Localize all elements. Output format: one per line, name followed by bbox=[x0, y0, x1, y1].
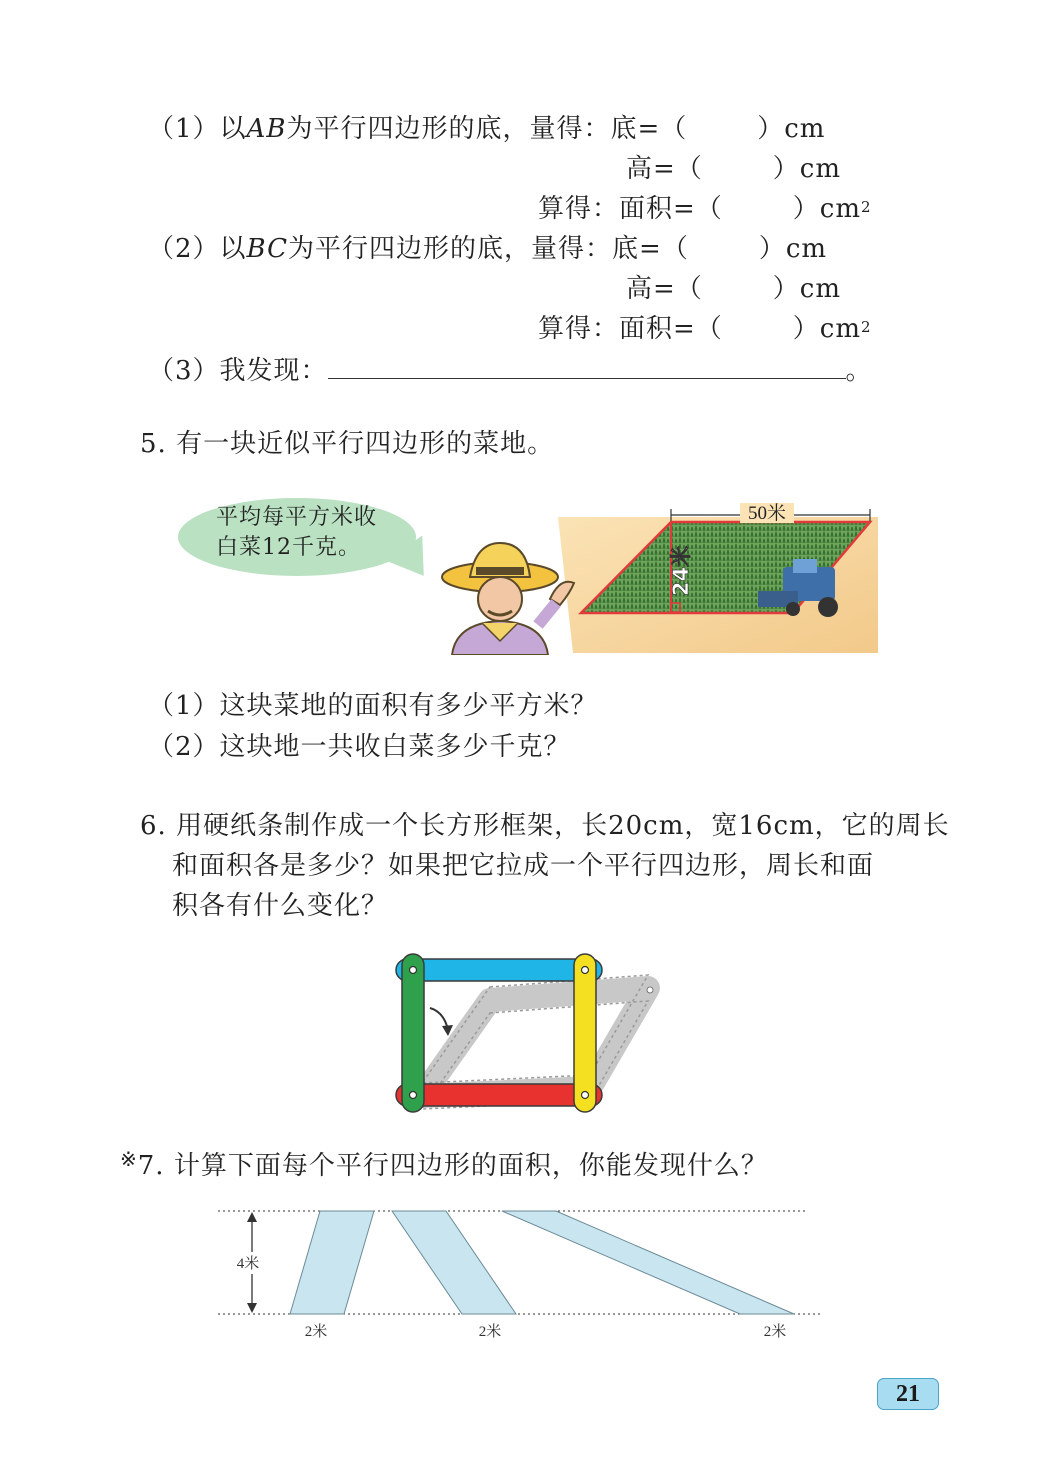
q4-part1-line bbox=[148, 113, 825, 145]
farmer-icon bbox=[442, 543, 574, 655]
q4-part3-end: 。 bbox=[845, 356, 873, 386]
q4-part2-height-label: 高=（ bbox=[626, 274, 703, 304]
width-label: 50米 bbox=[747, 503, 787, 524]
parallelograms-figure bbox=[210, 1200, 830, 1350]
q4-part2-rest: 为平行四边形的底，量得： bbox=[288, 234, 613, 264]
answer-blank-line[interactable] bbox=[328, 356, 846, 379]
q4-part1-base-label: 底=（ bbox=[610, 114, 688, 144]
parallelogram-1 bbox=[290, 1211, 374, 1314]
base-label-3: 2米 bbox=[763, 1324, 787, 1340]
bubble-line-1: 平均每平方米收 bbox=[216, 505, 378, 530]
q5-sub2: （2）这块地一共收白菜多少千克？ bbox=[148, 732, 571, 762]
q5-sub1: （1）这块菜地的面积有多少平方米？ bbox=[148, 691, 598, 721]
q4-part2-base-label: 底=（ bbox=[612, 234, 689, 264]
parallelogram-2 bbox=[392, 1211, 516, 1314]
vegetable-field-illustration bbox=[438, 495, 878, 655]
base-label-2: 2米 bbox=[478, 1324, 502, 1340]
q4-part3-line bbox=[148, 355, 873, 387]
speech-bubble-text bbox=[216, 503, 377, 563]
q4-part1-var: AB bbox=[246, 114, 287, 144]
q4-part2-calc-close: ）cm bbox=[792, 314, 862, 344]
q4-part1-height-line bbox=[626, 153, 841, 185]
yellow-strip bbox=[574, 954, 596, 1112]
q4-part1-height-close: ）cm bbox=[772, 154, 842, 184]
bubble-line-2: 白菜12千克。 bbox=[216, 535, 361, 560]
q4-part2-calc-label: 算得：面积=（ bbox=[538, 314, 723, 344]
q7-title-line bbox=[120, 1147, 768, 1183]
blue-strip bbox=[396, 959, 602, 981]
page-number: 21 bbox=[877, 1378, 939, 1410]
q4-part2-height-close: ）cm bbox=[772, 274, 842, 304]
q4-part2-height-line bbox=[626, 273, 841, 305]
q4-part2-line bbox=[148, 233, 827, 265]
q6-line3: 积各有什么变化？ bbox=[172, 891, 389, 921]
red-strip bbox=[396, 1084, 602, 1106]
q4-part1-square: 2 bbox=[861, 198, 872, 216]
height-4m-label: 4米 bbox=[236, 1256, 260, 1272]
q4-part2-square: 2 bbox=[861, 318, 872, 336]
q4-part1-calc-close: ）cm bbox=[792, 194, 862, 224]
q4-part1-calc-label: 算得：面积=（ bbox=[538, 194, 723, 224]
q4-part2-base-close: ）cm bbox=[758, 234, 828, 264]
q5-title: 5. 有一块近似平行四边形的菜地。 bbox=[140, 429, 555, 459]
base-label-1: 2米 bbox=[304, 1324, 328, 1340]
q4-part2-calc-line bbox=[538, 313, 872, 345]
height-label: 24米 bbox=[669, 545, 693, 597]
q6-line2: 和面积各是多少？如果把它拉成一个平行四边形，周长和面 bbox=[172, 851, 875, 881]
q6-line1: 6. 用硬纸条制作成一个长方形框架，长20cm，宽16cm，它的周长 bbox=[140, 811, 950, 841]
q4-part2-label: （2）以 bbox=[148, 234, 247, 264]
q7-mark: ※ bbox=[120, 1147, 138, 1171]
green-strip bbox=[402, 954, 424, 1112]
q7-title: 7. 计算下面每个平行四边形的面积，你能发现什么？ bbox=[137, 1151, 768, 1181]
q4-part1-calc-line bbox=[538, 193, 872, 225]
q4-part1-base-close: ）cm bbox=[757, 114, 826, 144]
parallelogram-3 bbox=[502, 1211, 794, 1314]
q4-part2-var: BC bbox=[246, 234, 289, 264]
q4-part1-label: （1）以 bbox=[148, 114, 247, 144]
rectangle-frame-illustration bbox=[390, 948, 680, 1118]
q4-part3-label: （3）我发现： bbox=[148, 356, 328, 386]
q4-part1-rest: 为平行四边形的底，量得： bbox=[286, 114, 611, 144]
q4-part1-height-label: 高=（ bbox=[626, 154, 703, 184]
